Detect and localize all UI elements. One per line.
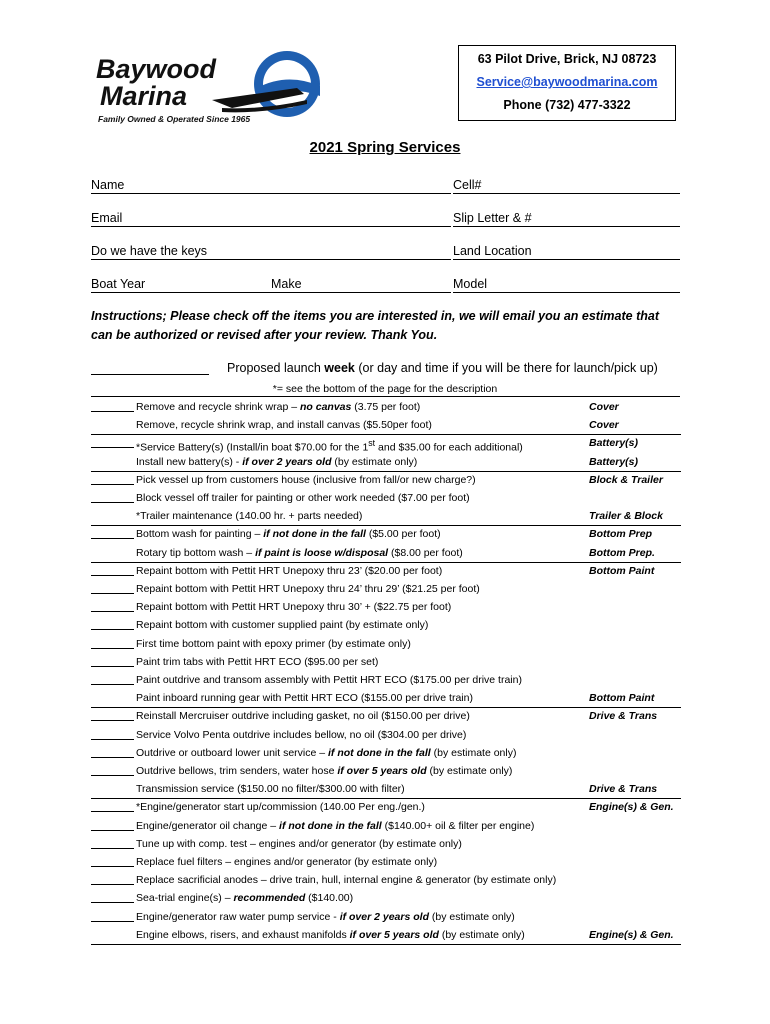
service-item[interactable] (91, 562, 681, 580)
contact-box (458, 45, 676, 121)
land-label: Land Location (453, 244, 532, 258)
checkbox-blank[interactable] (91, 720, 134, 721)
service-item[interactable] (91, 889, 681, 907)
service-description: Tune up with comp. test – engines and/or generator (by estimate only) (136, 837, 462, 850)
checkbox-blank[interactable] (91, 447, 134, 448)
boat-year-field[interactable] (91, 277, 271, 293)
service-item[interactable] (91, 416, 681, 435)
service-item[interactable] (91, 489, 681, 507)
service-category: Battery(s) (589, 455, 639, 468)
checkbox-blank[interactable] (91, 411, 134, 412)
contact-email-link[interactable]: Service@baywoodmarina.com (476, 75, 658, 89)
service-item[interactable] (91, 616, 681, 634)
logo-line2: Marina (100, 81, 188, 111)
service-item[interactable] (91, 871, 681, 889)
service-description: Install new battery(s) - if over 2 years old (by estimate only) (136, 455, 418, 468)
service-category: Engine(s) & Gen. (589, 928, 674, 941)
service-description: Replace sacrificial anodes – drive train, hull, internal engine & generator (by estimate only) (136, 874, 557, 887)
checkbox-blank[interactable] (91, 684, 134, 685)
service-category: Bottom Prep (589, 528, 652, 541)
page-title: 2021 Spring Services (309, 139, 461, 156)
service-description: Remove and recycle shrink wrap – no canvas (3.75 per foot) (136, 401, 421, 413)
service-category: Bottom Paint (589, 564, 655, 577)
service-category: Bottom Prep. (589, 546, 655, 559)
service-description: Service Volvo Penta outdrive includes bellow, no oil ($304.00 per drive) (136, 728, 467, 741)
service-item[interactable] (91, 671, 681, 689)
service-category: Drive & Trans (589, 783, 658, 796)
service-item[interactable] (91, 635, 681, 653)
service-item[interactable] (91, 817, 681, 835)
service-description: Paint inboard running gear with Pettit HRT ECO ($155.00 per drive train) (136, 692, 473, 705)
checkbox-blank[interactable] (91, 921, 134, 922)
checkbox-blank[interactable] (91, 739, 134, 740)
service-item[interactable] (91, 744, 681, 762)
launch-bold: week (324, 361, 355, 375)
checkbox-blank[interactable] (91, 902, 134, 903)
service-description: Block vessel off trailer for painting or other work needed ($7.00 per foot) (136, 492, 470, 504)
service-description: Outdrive bellows, trim senders, water hose if over 5 years old (by estimate only) (136, 765, 513, 777)
service-item[interactable] (91, 471, 681, 489)
year-label: Boat Year (91, 277, 146, 291)
service-item[interactable] (91, 598, 681, 616)
service-item[interactable] (91, 434, 681, 452)
checkbox-blank[interactable] (91, 648, 134, 649)
service-item[interactable] (91, 726, 681, 744)
service-category: Engine(s) & Gen. (589, 801, 674, 814)
service-description: Repaint bottom with Pettit HRT Unepoxy thru 30’ + ($22.75 per foot) (136, 601, 452, 614)
service-item[interactable] (91, 653, 681, 671)
service-description: Engine/generator raw water pump service - if over 2 years old (by estimate only) (136, 910, 515, 923)
service-description: Remove, recycle shrink wrap, and install canvas ($5.50per foot) (136, 419, 432, 432)
contact-address: 63 Pilot Drive, Brick, NJ 08723 (477, 52, 657, 66)
cell-label: Cell# (453, 178, 482, 192)
service-description: *Engine/generator start up/commission (140.00 Per eng./gen.) (136, 801, 425, 814)
service-description: Reinstall Mercruiser outdrive including gasket, no oil ($150.00 per drive) (136, 710, 470, 723)
land-location-field[interactable] (453, 244, 680, 260)
service-category: Drive & Trans (589, 710, 658, 723)
service-item[interactable] (91, 398, 681, 416)
checkbox-blank[interactable] (91, 538, 134, 539)
logo-tagline: Family Owned & Operated Since 1965 (98, 114, 251, 124)
slip-field[interactable] (453, 211, 680, 227)
service-description: *Service Battery(s) (Install/in boat $70.00 for the 1st and $35.00 for each additional) (136, 438, 523, 454)
service-item[interactable] (91, 453, 681, 472)
email-field[interactable] (91, 211, 451, 227)
service-description: Repaint bottom with Pettit HRT Unepoxy thru 24’ thru 29’ ($21.25 per foot) (136, 583, 480, 595)
checkbox-blank[interactable] (91, 884, 134, 885)
service-category: Battery(s) (589, 437, 639, 450)
service-description: Repaint bottom with customer supplied paint (by estimate only) (136, 619, 429, 632)
instructions: Instructions; Please check off the items you are interested in, we will email you an estimate that can be authorized or revised after your review. Thank You. (91, 309, 659, 342)
service-item[interactable] (91, 580, 681, 598)
checkbox-blank[interactable] (91, 611, 134, 612)
service-category: Cover (589, 401, 619, 413)
service-description: Transmission service ($150.00 no filter/$300.00 with filter) (136, 783, 405, 796)
service-item[interactable] (91, 544, 681, 563)
logo-line1: Baywood (96, 54, 217, 84)
service-item[interactable] (91, 926, 681, 945)
checkbox-blank[interactable] (91, 775, 134, 776)
service-description: *Trailer maintenance (140.00 hr. + parts needed) (136, 510, 363, 523)
service-description: Bottom wash for painting – if not done in the fall ($5.00 per foot) (136, 528, 441, 541)
service-item[interactable] (91, 798, 681, 816)
checkbox-blank[interactable] (91, 830, 134, 831)
service-description: First time bottom paint with epoxy primer (by estimate only) (136, 637, 411, 650)
checkbox-blank[interactable] (91, 848, 134, 849)
service-item[interactable] (91, 780, 681, 799)
service-item[interactable] (91, 853, 681, 871)
name-field[interactable] (91, 178, 451, 194)
launch-line (91, 361, 658, 375)
service-item[interactable] (91, 707, 681, 725)
launch-week-blank[interactable] (91, 362, 209, 375)
make-field[interactable] (271, 277, 451, 293)
make-label: Make (271, 277, 302, 291)
checkbox-blank[interactable] (91, 866, 134, 867)
service-item[interactable] (91, 507, 681, 526)
contact-phone: Phone (732) 477-3322 (503, 98, 631, 112)
service-item[interactable] (91, 689, 681, 708)
email-label: Email (91, 211, 123, 225)
checkbox-blank[interactable] (91, 484, 134, 485)
keys-label: Do we have the keys (91, 244, 208, 258)
asterisk-note: *= see the bottom of the page for the description (272, 383, 498, 395)
service-category: Trailer & Block (589, 510, 663, 523)
service-description: Outdrive or outboard lower unit service – if not done in the fall (by estimate only) (136, 746, 517, 759)
service-description: Engine/generator oil change – if not done in the fall ($140.00+ oil & filter per engine) (136, 819, 535, 832)
name-label: Name (91, 178, 125, 192)
service-description: Repaint bottom with Pettit HRT Unepoxy thru 23’ ($20.00 per foot) (136, 564, 443, 577)
service-description: Pick vessel up from customers house (inclusive from fall/or new charge?) (136, 473, 476, 486)
service-description: Paint outdrive and transom assembly with Pettit HRT ECO ($175.00 per drive train) (136, 674, 522, 686)
divider (91, 396, 680, 397)
checkbox-blank[interactable] (91, 593, 134, 594)
checkbox-blank[interactable] (91, 757, 134, 758)
checkbox-blank[interactable] (91, 666, 134, 667)
baywood-marina-logo (92, 48, 324, 126)
service-description: Replace fuel filters – engines and/or generator (by estimate only) (136, 856, 438, 868)
service-description: Rotary tip bottom wash – if paint is loose w/disposal ($8.00 per foot) (136, 546, 463, 559)
checkbox-blank[interactable] (91, 502, 134, 503)
model-field[interactable] (453, 277, 680, 293)
checkbox-blank[interactable] (91, 575, 134, 576)
service-item[interactable] (91, 835, 681, 853)
service-category: Block & Trailer (589, 473, 663, 486)
checkbox-blank[interactable] (91, 629, 134, 630)
service-description: Sea-trial engine(s) – recommended ($140.00) (136, 892, 354, 905)
service-item[interactable] (91, 525, 681, 543)
checkbox-blank[interactable] (91, 811, 134, 812)
launch-pre: Proposed launch (227, 361, 325, 375)
service-item[interactable] (91, 908, 681, 926)
service-category: Cover (589, 419, 619, 432)
service-description: Paint trim tabs with Pettit HRT ECO ($95.00 per set) (136, 655, 379, 668)
cell-field[interactable] (453, 178, 680, 194)
slip-label: Slip Letter & # (453, 211, 532, 225)
service-description: Engine elbows, risers, and exhaust manifolds if over 5 years old (by estimate only) (136, 928, 525, 941)
launch-post: (or day and time if you will be there for launch/pick up) (354, 361, 658, 375)
model-label: Model (453, 277, 488, 291)
keys-field[interactable] (91, 244, 451, 260)
service-category: Bottom Paint (589, 692, 655, 705)
service-item[interactable] (91, 762, 681, 780)
